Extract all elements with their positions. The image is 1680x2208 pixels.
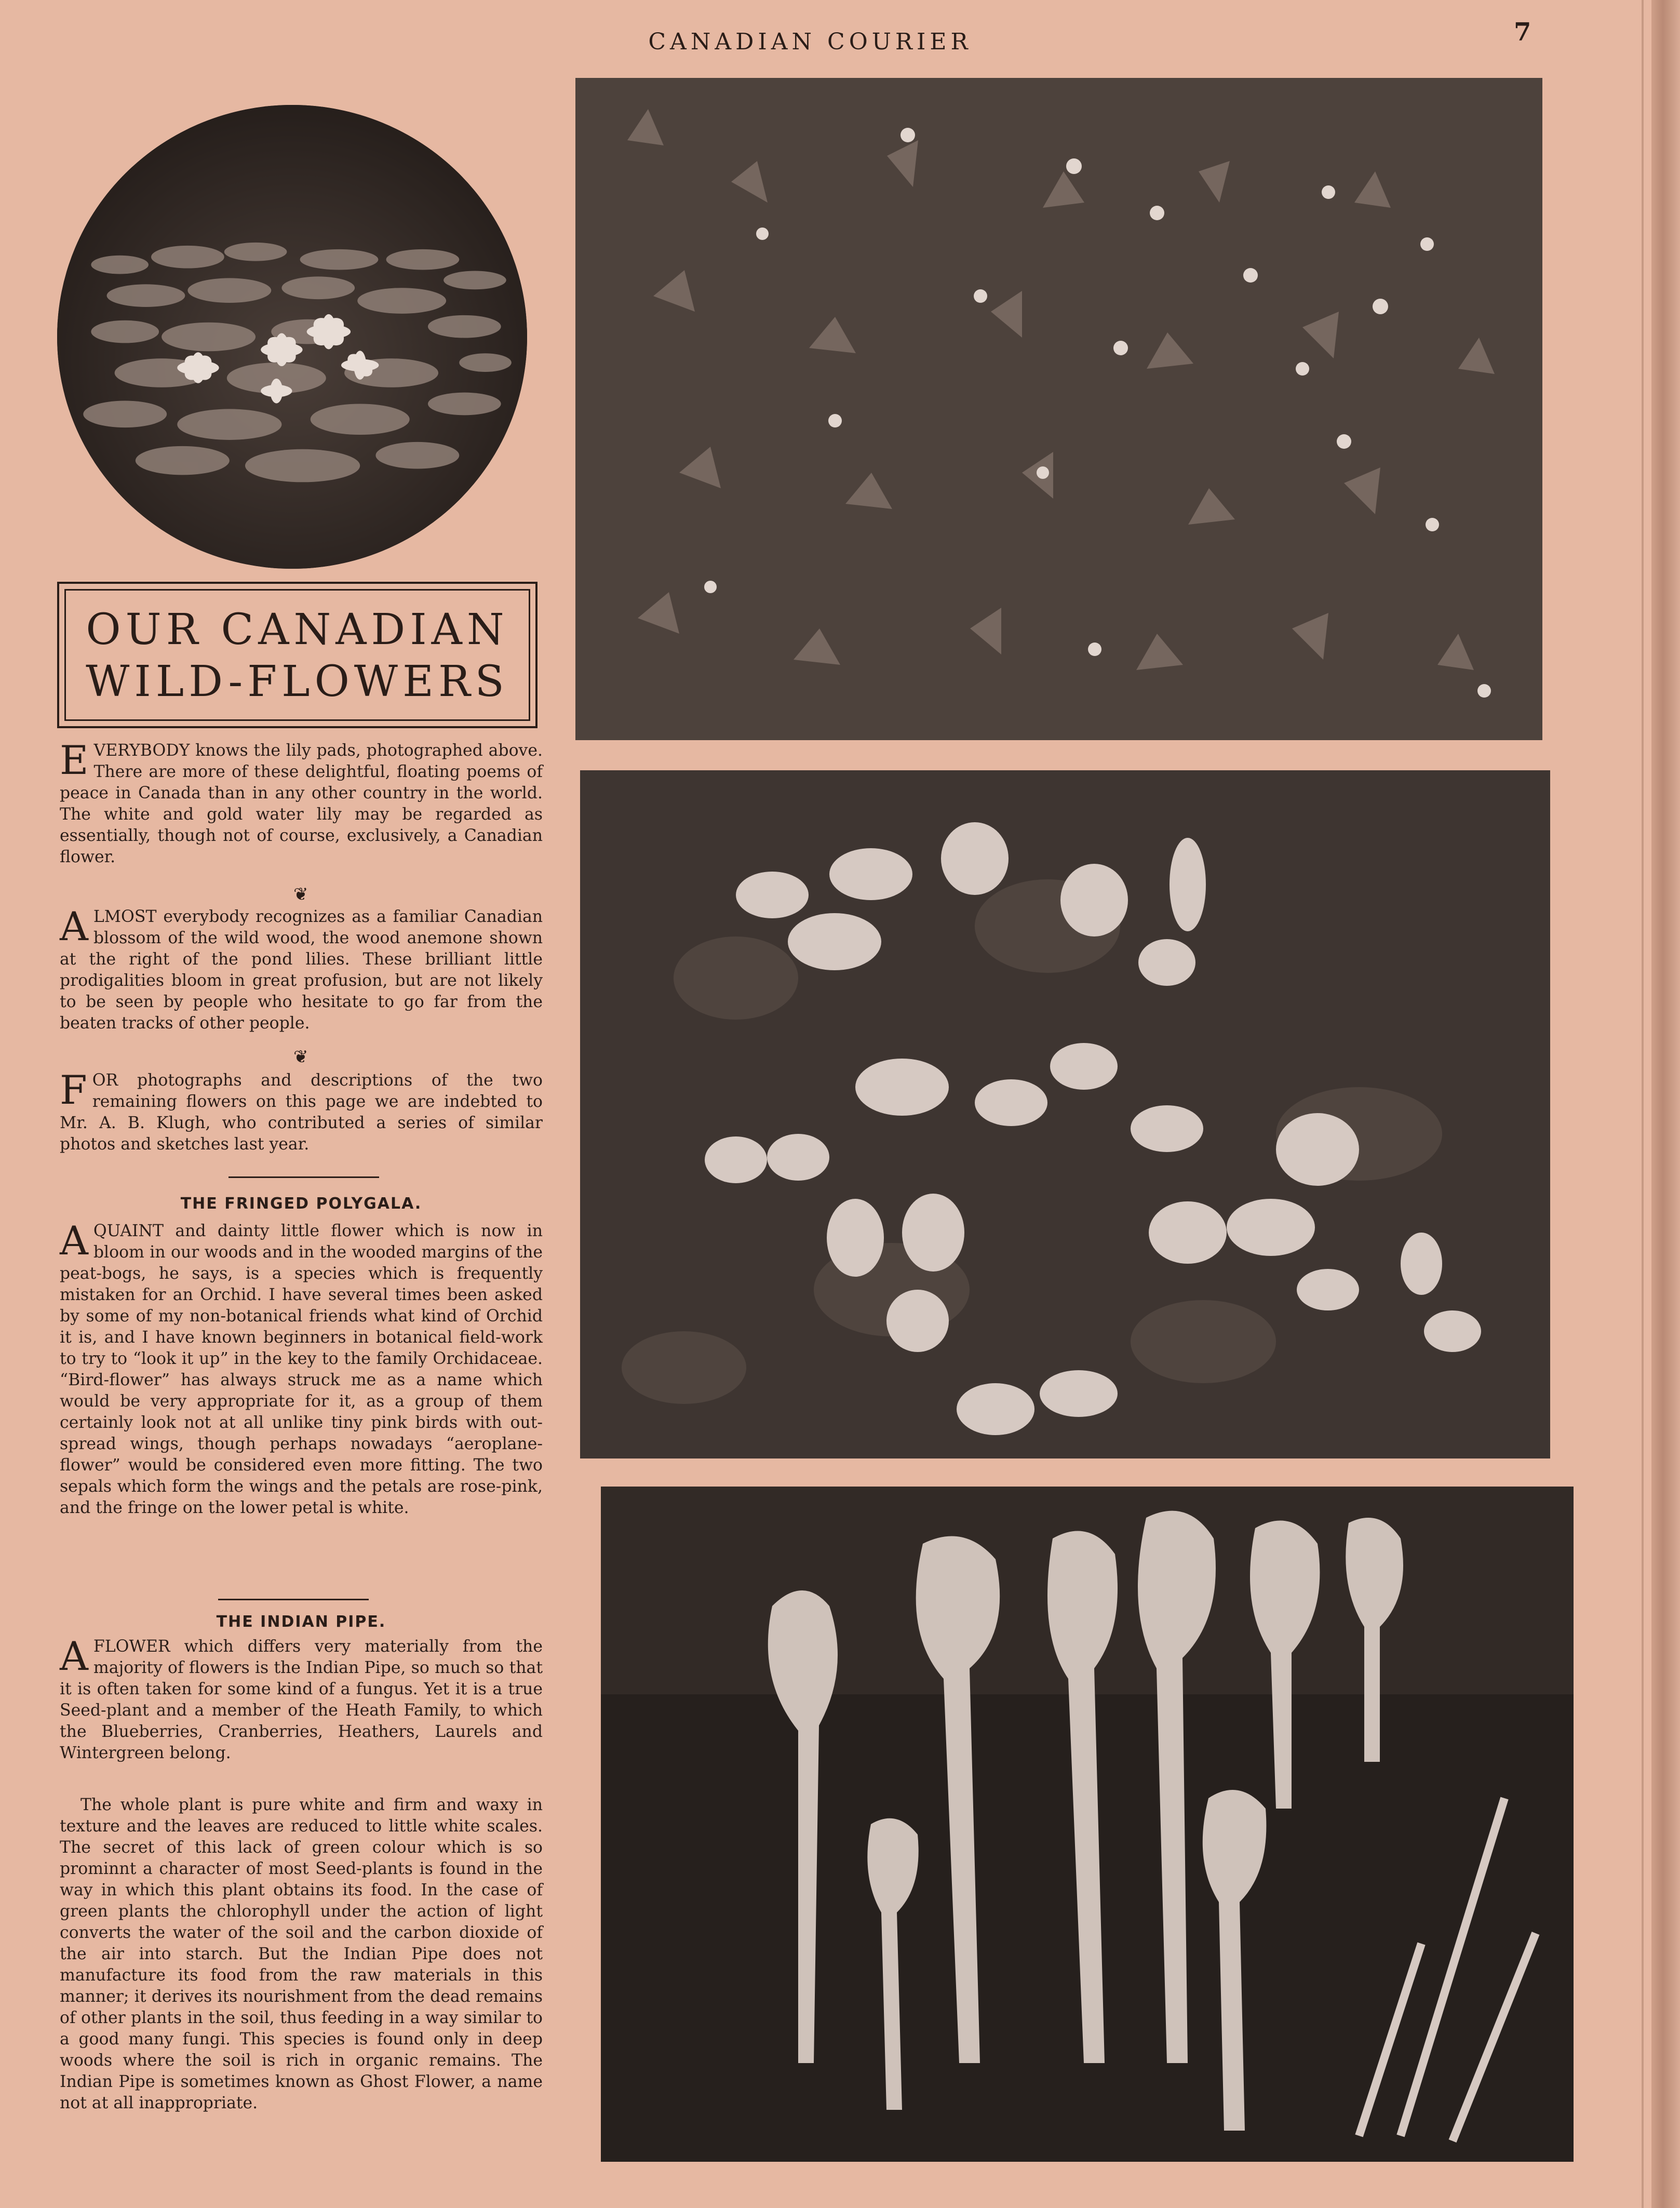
lead-word: FLOWER <box>93 1637 170 1656</box>
paragraph-text: The whole plant is pure white and firm and waxy in texture and the leaves are reduced to little white scales. The secret of this lack of green colour which is so prominnt a character of most Seed-plants is found in the way in which this plant obtains its food. In the case of green plants the chlorophyll under the action of light converts the water of the soil and the carbon dioxide of the air into starch. But the Indian Pipe does not manufacture its food from the raw materials in this manner; it derives its nourishment from the dead remains of other plants in the soil, thus feeding in a way similar to a good many fungi. This species is found only in deep woods where the soil is rich in organic remains. The Indian Pipe is sometimes known as Ghost Flower, a name not at all inappropriate. <box>60 1796 543 2112</box>
page-number: 7 <box>1514 18 1531 47</box>
intro-paragraph-2 <box>60 903 543 1034</box>
fringed-polygala-photo <box>580 770 1550 1458</box>
dropcap: A <box>60 903 88 949</box>
lily-pads-photo <box>57 105 527 569</box>
dropcap: E <box>60 737 89 783</box>
masthead: CANADIAN COURIER <box>648 29 972 55</box>
section-heading-indian-pipe: THE INDIAN PIPE. <box>216 1613 386 1631</box>
intro-paragraph-3 <box>60 1067 543 1155</box>
headline-box-inner <box>64 589 530 721</box>
headline-line-2: WILD-FLOWERS <box>86 657 509 706</box>
intro-paragraph-1 <box>60 737 543 868</box>
divider-1 <box>229 1176 379 1178</box>
dropcap: A <box>60 1633 88 1679</box>
polygala-paragraph <box>60 1217 543 1519</box>
ornament-2: ❦ <box>293 1047 308 1067</box>
divider-2 <box>218 1599 369 1600</box>
lead-word: LMOST <box>93 907 157 926</box>
indian-pipe-paragraph-2 <box>60 1795 543 2114</box>
lead-word: OR <box>92 1071 118 1090</box>
wood-anemone-photo <box>575 78 1542 740</box>
fringed-polygala-image <box>580 770 1550 1458</box>
indian-pipe-paragraph-1 <box>60 1633 543 1764</box>
paragraph-text: and dainty little flower which is now in bloom in our woods and in the wooded margins of the peat-bogs, he says, is a species which is frequently mistaken for an Orchid. I have several times been asked by some of my non-botanical friends what kind of Orchid it is, and I have known beginners in botanical field-work to try to “look it up” in the key to the family Orchidaceae. “Bird-flower” has always struck me as a name which would be very appropriate for it, as a group of them certainly look not at all unlike tiny pink birds with out-spread wings, though perhaps nowadays “aeroplane-flower” would be considered even more fitting. The two sepals which form the wings and the petals are rose-pink, and the fringe on the lower petal is white. <box>60 1222 543 1517</box>
lead-word: VERYBODY <box>93 741 190 760</box>
section-heading-polygala: THE FRINGED POLYGALA. <box>180 1195 422 1213</box>
page-edge-line <box>1642 0 1644 2208</box>
wood-anemone-image <box>575 78 1542 740</box>
paragraph-text: photographs and descriptions of the two remaining flowers on this page we are indebted to Mr. A. B. Klugh, who contributed a series of similar photos and sketches last year. <box>60 1071 543 1154</box>
dropcap: F <box>60 1067 87 1113</box>
page-edge <box>1651 0 1680 2208</box>
headline-line-1: OUR CANADIAN <box>86 605 509 654</box>
headline-box <box>57 582 537 728</box>
paragraph-text: which differs very materially from the majority of flowers is the Indian Pipe, so much so that it is often taken for some kind of a fungus. Yet it is a true Seed-plant and a member of the Heath Family, to which the Blueberries, Cranberries, Heathers, Laurels and Wintergreen belong. <box>60 1637 543 1762</box>
indian-pipe-photo <box>601 1487 1574 2162</box>
dropcap: A <box>60 1217 88 1264</box>
indian-pipe-image <box>601 1487 1574 2162</box>
ornament-1: ❦ <box>293 884 308 905</box>
lily-pads-image <box>57 105 527 569</box>
lead-word: QUAINT <box>93 1222 164 1240</box>
paragraph-text: everybody recognizes as a familiar Canadian blossom of the wild wood, the wood anemone shown at the right of the pond lilies. These brilliant little prodigalities bloom in great profusion, but are not likely to be seen by people who hesitate to go far from the beaten tracks of other people. <box>60 907 543 1033</box>
paragraph-text: knows the lily pads, photographed above. There are more of these delightful, floating poems of peace in Canada than in any other country in the world. The white and gold water lily may be regarded as essentially, though not of course, exclusively, a Canadian flower. <box>60 741 543 866</box>
